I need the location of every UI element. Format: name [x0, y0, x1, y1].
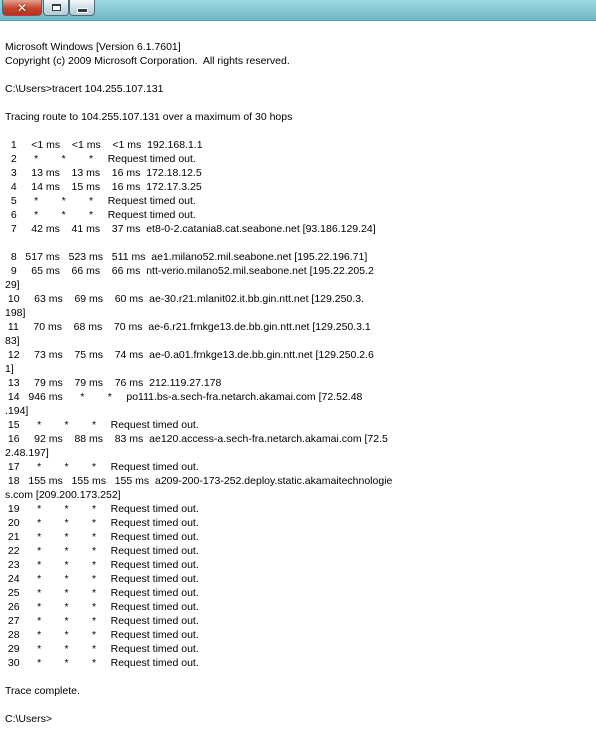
console-line: 6 * * * Request timed out. [5, 209, 196, 221]
console-line: Tracing route to 104.255.107.131 over a maximum of 30 hops [5, 111, 293, 123]
console-line [5, 698, 596, 712]
console-line: 1 <1 ms <1 ms <1 ms 192.168.1.1 [5, 139, 203, 151]
console-line: 23 * * * Request timed out. [5, 559, 199, 571]
maximize-icon [52, 4, 61, 11]
console-line: 18 155 ms 155 ms 155 ms a209-200-173-252.deploy.static.akamaitechnologie [5, 475, 393, 487]
console-line: 30 * * * Request timed out. [5, 657, 199, 669]
console-line [5, 236, 596, 250]
console-line: 7 42 ms 41 ms 37 ms et8-0-2.catania8.cat.seabone.net [93.186.129.24] [5, 223, 376, 235]
console-line: 21 * * * Request timed out. [5, 531, 199, 543]
console-output[interactable] [0, 40, 596, 750]
close-icon: ✕ [16, 0, 28, 15]
console-line [5, 68, 596, 82]
console-line: 1] [5, 363, 14, 375]
console-line: 8 517 ms 523 ms 511 ms ae1.milano52.mil.seabone.net [195.22.196.71] [5, 251, 368, 263]
console-line: 24 * * * Request timed out. [5, 573, 199, 585]
console-line: Trace complete. [5, 685, 80, 697]
console-line: 4 14 ms 15 ms 16 ms 172.17.3.25 [5, 181, 202, 193]
console-line: 29 * * * Request timed out. [5, 643, 199, 655]
window-titlebar [0, 0, 596, 21]
minimize-button[interactable] [69, 0, 95, 16]
console-line: 198] [5, 307, 26, 319]
console-line: 12 73 ms 75 ms 74 ms ae-0.a01.frnkge13.de.bb.gin.ntt.net [129.250.2.6 [5, 349, 374, 361]
console-line: 29] [5, 279, 20, 291]
console-line: 2 * * * Request timed out. [5, 153, 196, 165]
console-line: .194] [5, 405, 29, 417]
console-line: 15 * * * Request timed out. [5, 419, 199, 431]
console-line: 5 * * * Request timed out. [5, 195, 196, 207]
console-line: 19 * * * Request timed out. [5, 503, 199, 515]
close-button[interactable] [2, 0, 42, 16]
console-line: 26 * * * Request timed out. [5, 601, 199, 613]
console-line: 16 92 ms 88 ms 83 ms ae120.access-a.sech-fra.netarch.akamai.com [72.5 [5, 433, 388, 445]
console-line: 2.48.197] [5, 447, 49, 459]
console-line: 20 * * * Request timed out. [5, 517, 199, 529]
console-line: 83] [5, 335, 20, 347]
console-line [5, 670, 596, 684]
console-line [5, 124, 596, 138]
console-line: 28 * * * Request timed out. [5, 629, 199, 641]
console-line: 11 70 ms 68 ms 70 ms ae-6.r21.frnkge13.de.bb.gin.ntt.net [129.250.3.1 [5, 321, 371, 333]
console-line: 3 13 ms 13 ms 16 ms 172.18.12.5 [5, 167, 202, 179]
console-line: Microsoft Windows [Version 6.1.7601] [5, 41, 181, 53]
console-line: s.com [209.200.173.252] [5, 489, 121, 501]
console-line: 9 65 ms 66 ms 66 ms ntt-verio.milano52.mil.seabone.net [195.22.205.2 [5, 265, 374, 277]
minimize-icon [77, 8, 88, 13]
console-line: C:\Users>tracert 104.255.107.131 [5, 83, 164, 95]
console-line: Copyright (c) 2009 Microsoft Corporation. All rights reserved. [5, 55, 290, 67]
console-line: C:\Users> [5, 713, 52, 725]
console-line: 22 * * * Request timed out. [5, 545, 199, 557]
console-line: 10 63 ms 69 ms 60 ms ae-30.r21.mlanit02.it.bb.gin.ntt.net [129.250.3. [5, 293, 364, 305]
console-line: 13 79 ms 79 ms 76 ms 212.119.27.178 [5, 377, 222, 389]
console-line: 25 * * * Request timed out. [5, 587, 199, 599]
maximize-button[interactable] [43, 0, 69, 16]
console-line [5, 96, 596, 110]
console-line: 17 * * * Request timed out. [5, 461, 199, 473]
console-line: 27 * * * Request timed out. [5, 615, 199, 627]
console-line: 14 946 ms * * po111.bs-a.sech-fra.netarch.akamai.com [72.52.48 [5, 391, 363, 403]
